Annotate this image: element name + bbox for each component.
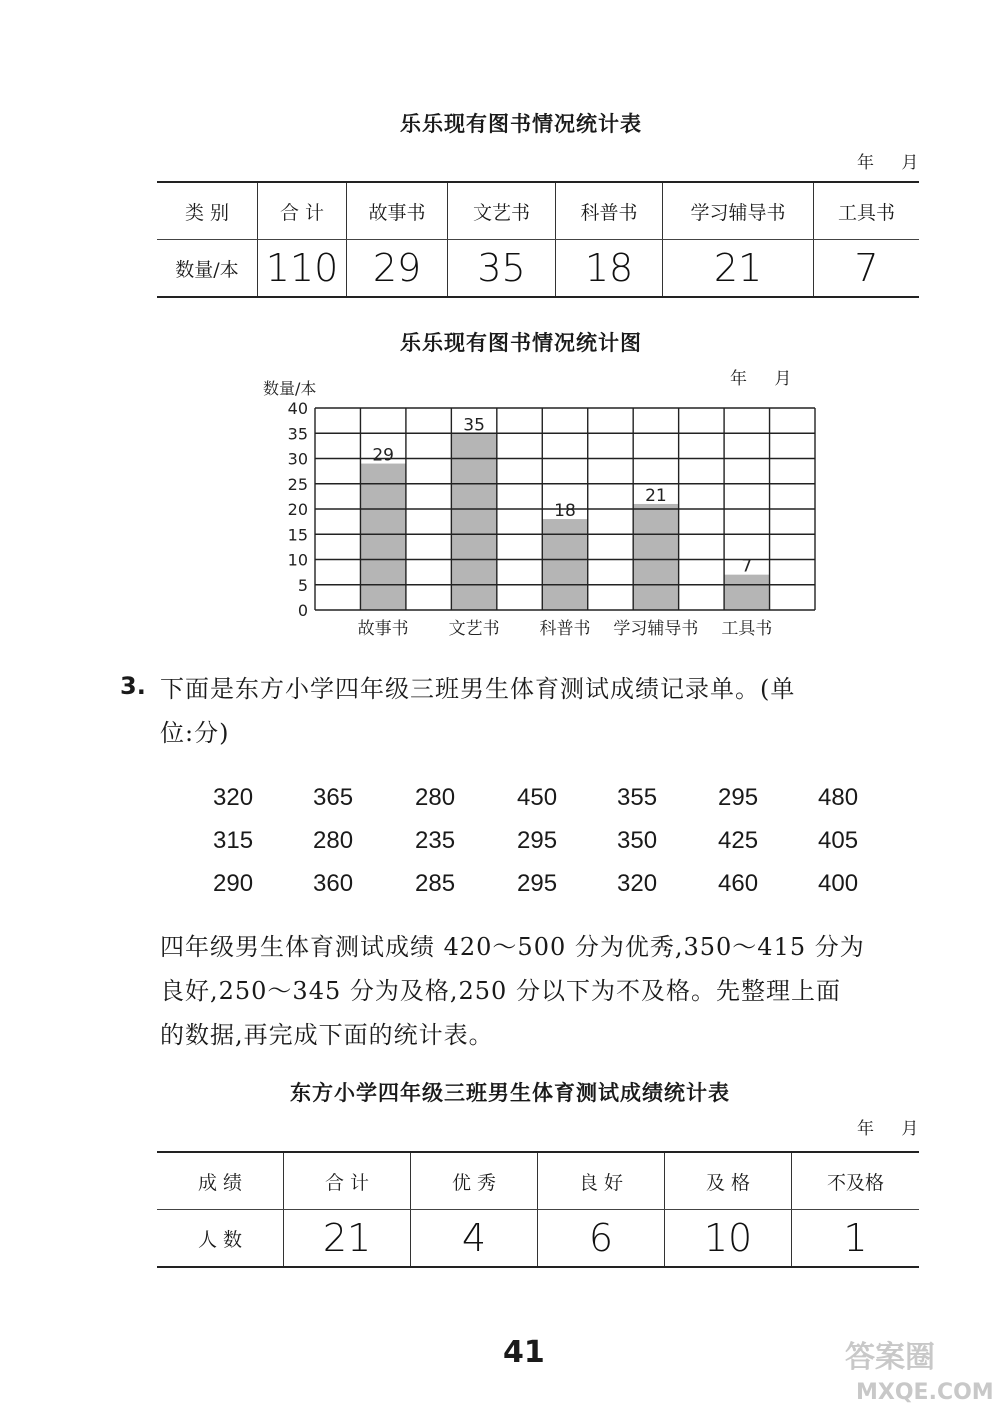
header-cell: 成 绩 (157, 1152, 284, 1210)
answer-cell: 7 (814, 240, 920, 298)
y-tick-label: 5 (297, 575, 308, 595)
table-row (157, 240, 919, 298)
row-label: 人 数 (197, 1228, 243, 1251)
answer-cell: 21 (663, 240, 814, 298)
score-value: 480 (818, 784, 859, 811)
score-value: 355 (617, 784, 658, 811)
y-tick-label: 40 (287, 399, 308, 418)
score-value: 400 (818, 870, 859, 897)
table-row (157, 1210, 919, 1268)
page-number: 41 (503, 1335, 545, 1370)
table1-title: 乐乐现有图书情况统计表 (400, 112, 642, 136)
header-cell: 合 计 (284, 1152, 411, 1210)
score-value: 295 (517, 827, 558, 854)
answer-cell: 10 (665, 1210, 792, 1268)
answer-cell: 1 (792, 1210, 920, 1268)
y-tick-label: 25 (287, 474, 308, 494)
header-cell: 科普书 (556, 182, 663, 240)
score-value: 320 (213, 784, 254, 811)
table-row (157, 1152, 919, 1210)
score-value: 405 (818, 827, 859, 854)
answer-cell: 110 (258, 240, 347, 298)
question-text-line1: 下面是东方小学四年级三班男生体育测试成绩记录单。(单 (160, 675, 796, 703)
row-label: 数量/本 (175, 258, 239, 281)
answer-cell: 6 (538, 1210, 665, 1268)
y-tick-label: 15 (287, 525, 308, 545)
data-label: 35 (463, 415, 485, 436)
x-tick-label: 工具书 (721, 619, 773, 639)
chart-title: 乐乐现有图书情况统计图 (400, 331, 642, 355)
header-cell: 良 好 (538, 1152, 665, 1210)
score-value: 295 (718, 784, 759, 811)
y-axis-label: 数量/本 (263, 379, 317, 398)
header-cell: 文艺书 (448, 182, 556, 240)
x-tick-label: 文艺书 (448, 619, 500, 639)
x-tick-label: 故事书 (357, 619, 409, 639)
x-tick-label: 科普书 (539, 619, 591, 639)
criteria-line3: 的数据,再完成下面的统计表。 (160, 1021, 494, 1049)
score-value: 295 (517, 870, 558, 897)
data-label: 29 (372, 445, 395, 466)
y-tick-label: 0 (297, 601, 308, 620)
scores-table (157, 1151, 919, 1268)
table2-date: 年 月 (857, 1119, 919, 1139)
score-value: 360 (313, 870, 354, 897)
chart-date: 年 月 (730, 369, 792, 389)
answer-cell: 18 (556, 240, 663, 298)
score-value: 280 (313, 827, 354, 854)
data-label: 21 (645, 485, 667, 506)
header-cell: 故事书 (347, 182, 448, 240)
header-cell: 合 计 (258, 182, 347, 240)
header-cell: 工具书 (814, 182, 920, 240)
score-value: 315 (213, 827, 254, 854)
score-value: 285 (415, 870, 456, 897)
answer-cell: 29 (347, 240, 448, 298)
score-value: 290 (213, 870, 254, 897)
answer-cell: 4 (411, 1210, 538, 1268)
table-row (157, 182, 919, 240)
bar-chart (250, 372, 850, 647)
score-value: 365 (313, 784, 354, 811)
bar (633, 504, 678, 610)
watermark-url: MXQE.COM (856, 1380, 994, 1405)
header-cell: 优 秀 (411, 1152, 538, 1210)
y-tick-label: 10 (287, 550, 308, 570)
score-value: 280 (415, 784, 456, 811)
criteria-line1: 四年级男生体育测试成绩 420～500 分为优秀,350～415 分为 (160, 933, 865, 961)
criteria-line2: 良好,250～345 分为及格,250 分以下为不及格。先整理上面 (160, 977, 841, 1005)
books-table (157, 181, 919, 298)
bar (724, 575, 769, 610)
score-value: 460 (718, 870, 759, 897)
table2-title: 东方小学四年级三班男生体育测试成绩统计表 (290, 1081, 730, 1105)
score-value: 235 (415, 827, 456, 854)
y-tick-label: 30 (287, 449, 308, 469)
question-text-line2: 位:分) (160, 719, 230, 747)
y-tick-label: 35 (287, 424, 308, 444)
answer-cell: 21 (284, 1210, 411, 1268)
answer-cell: 35 (448, 240, 556, 298)
data-label: 18 (554, 501, 576, 522)
x-tick-label: 学习辅导书 (613, 619, 699, 639)
score-value: 450 (517, 784, 558, 811)
bar (360, 464, 405, 610)
y-tick-label: 20 (287, 500, 308, 519)
score-value: 320 (617, 870, 658, 897)
header-cell: 学习辅导书 (663, 182, 814, 240)
data-label: 7 (741, 556, 753, 577)
header-cell: 及 格 (665, 1152, 792, 1210)
header-cell: 类 别 (157, 182, 258, 240)
table1-date: 年 月 (857, 153, 919, 173)
watermark-logo: 答案圈 (845, 1340, 935, 1375)
header-cell: 不及格 (792, 1152, 920, 1210)
bar (542, 519, 587, 610)
score-value: 350 (617, 827, 658, 854)
score-value: 425 (718, 827, 759, 854)
bar (451, 433, 496, 610)
question-number: 3. (120, 672, 146, 700)
